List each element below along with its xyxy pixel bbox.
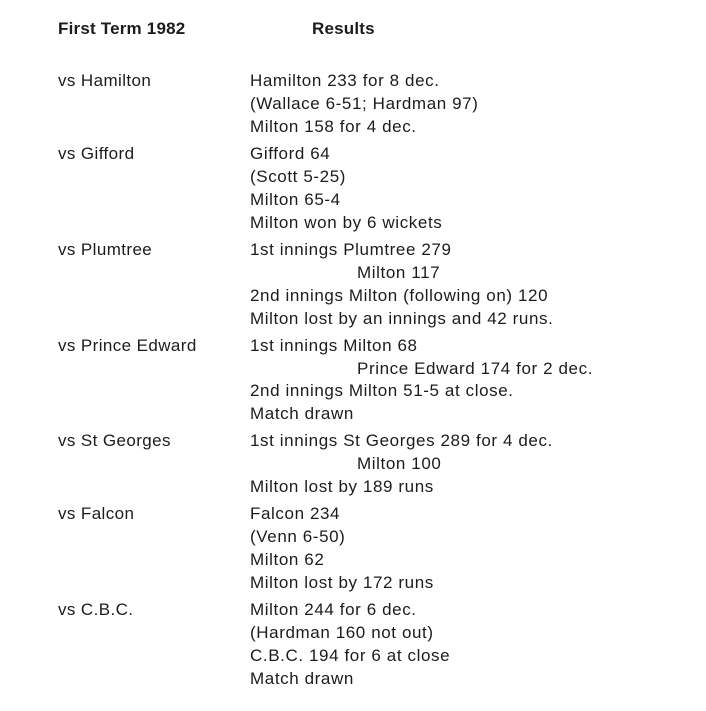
result-line: Milton lost by 189 runs <box>250 477 434 496</box>
result-line: Prince Edward 174 for 2 dec. <box>357 359 594 378</box>
result-line: (Wallace 6-51; Hardman 97) <box>250 94 479 113</box>
result-line: Falcon 234 <box>250 504 341 523</box>
result-line: 2nd innings Milton 51-5 at close. <box>250 381 514 400</box>
opponent-hamilton: vs Hamilton <box>58 71 152 90</box>
opponent-falcon: vs Falcon <box>58 504 135 523</box>
result-line: Milton 100 <box>357 454 442 473</box>
result-line: Milton 244 for 6 dec. <box>250 600 417 619</box>
result-line: Milton 158 for 4 dec. <box>250 117 417 136</box>
opponent-cbc: vs C.B.C. <box>58 600 134 619</box>
opponent-st-georges: vs St Georges <box>58 431 171 450</box>
result-line: Milton won by 6 wickets <box>250 213 443 232</box>
result-line: 1st innings Plumtree 279 <box>250 240 452 259</box>
result-line: Milton 65-4 <box>250 190 341 209</box>
opponent-plumtree: vs Plumtree <box>58 240 153 259</box>
result-line: (Venn 6-50) <box>250 527 346 546</box>
results-heading: Results <box>312 19 375 38</box>
result-line: Milton 117 <box>357 263 441 282</box>
result-line: Hamilton 233 for 8 dec. <box>250 71 440 90</box>
result-line: 2nd innings Milton (following on) 120 <box>250 286 549 305</box>
result-line: (Scott 5-25) <box>250 167 347 186</box>
result-line: Gifford 64 <box>250 144 331 163</box>
result-line: (Hardman 160 not out) <box>250 623 434 642</box>
term-heading: First Term 1982 <box>58 19 186 38</box>
result-line: Milton 62 <box>250 550 325 569</box>
opponent-gifford: vs Gifford <box>58 144 135 163</box>
result-line: C.B.C. 194 for 6 at close <box>250 646 451 665</box>
result-line: Match drawn <box>250 404 354 423</box>
opponent-prince-edward: vs Prince Edward <box>58 336 197 355</box>
result-line: Milton lost by an innings and 42 runs. <box>250 309 554 328</box>
result-line: 1st innings Milton 68 <box>250 336 418 355</box>
result-line: 1st innings St Georges 289 for 4 dec. <box>250 431 553 450</box>
result-line: Match drawn <box>250 669 354 688</box>
result-line: Milton lost by 172 runs <box>250 573 434 592</box>
